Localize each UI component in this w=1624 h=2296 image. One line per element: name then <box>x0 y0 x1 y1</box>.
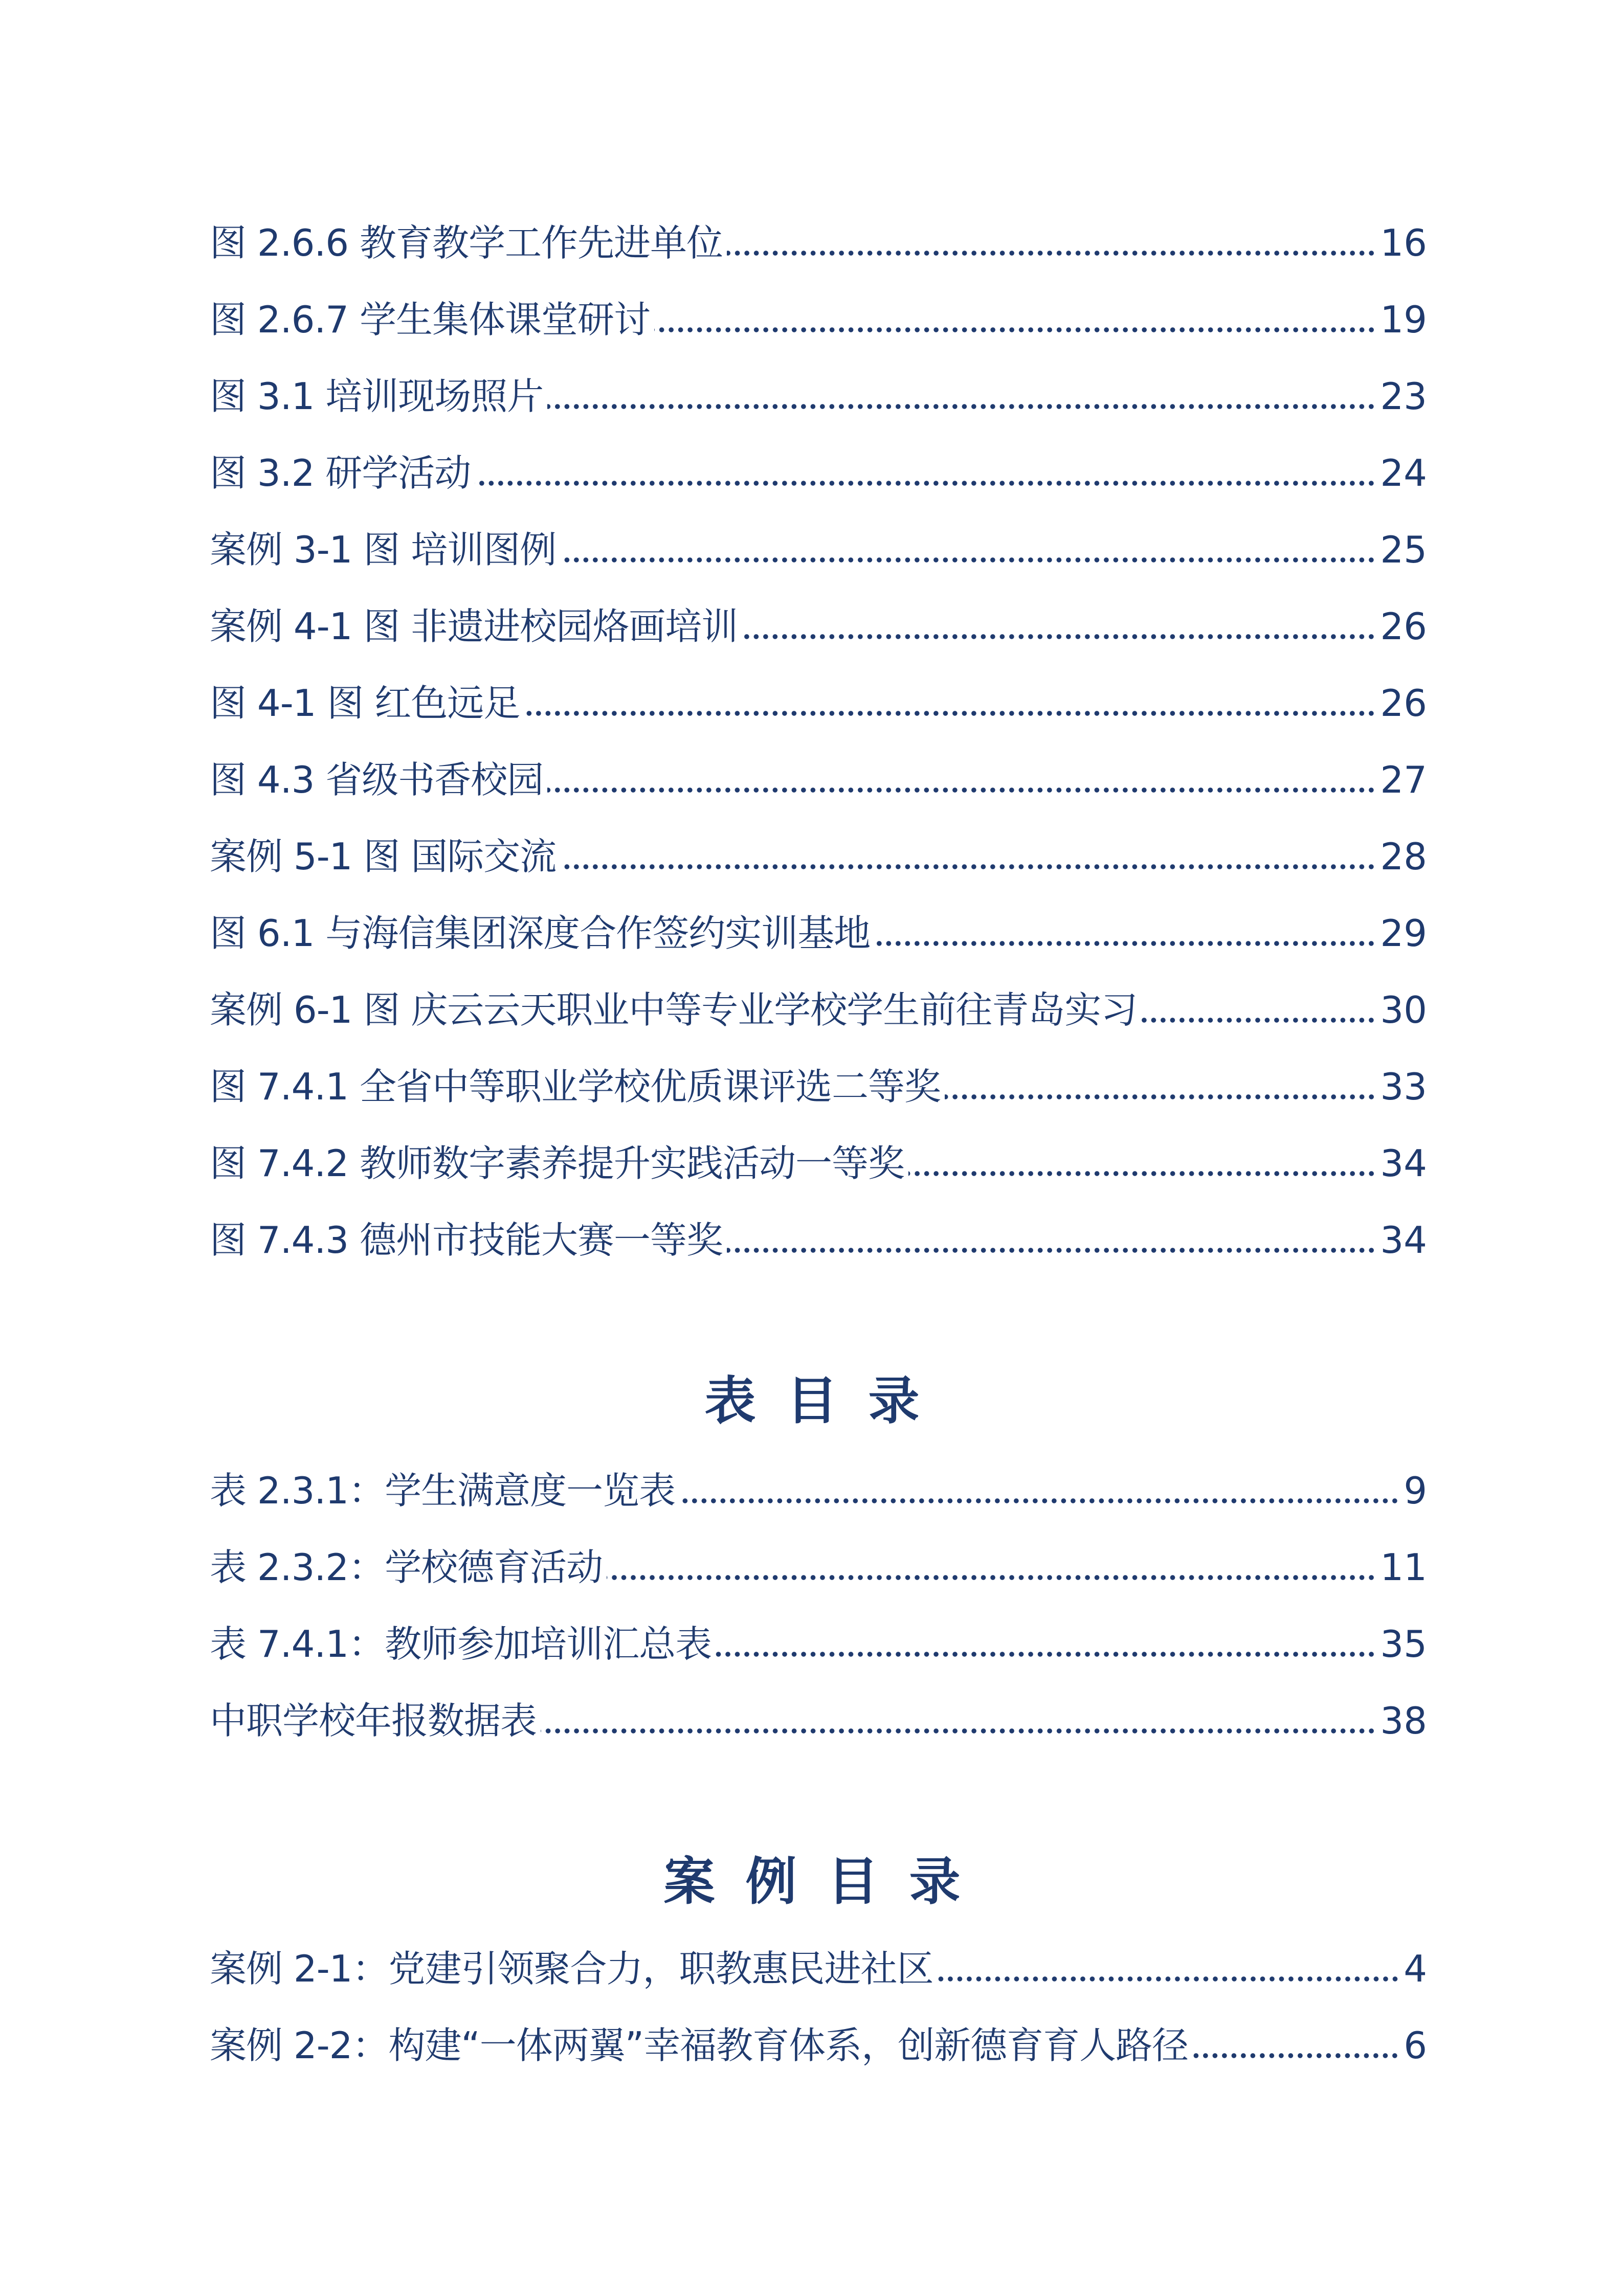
toc-entry-label: 图 6.1 与海信集团深度合作签约实训基地 <box>210 912 871 955</box>
dot-leader <box>560 557 1376 562</box>
toc-entry-figure[interactable] <box>210 1048 1427 1125</box>
toc-entry-figure[interactable] <box>210 1125 1427 1202</box>
toc-entry-figure[interactable] <box>210 435 1427 511</box>
toc-entry-label: 图 4-1 图 红色远足 <box>210 682 520 725</box>
toc-entry-page-number: 33 <box>1380 1065 1427 1108</box>
toc-entry-figure[interactable] <box>210 895 1427 972</box>
toc-entry-label: 案例 2-2：构建“一体两翼”幸福教育体系，创新德育育人路径 <box>210 2024 1189 2067</box>
dot-leader <box>727 251 1376 256</box>
toc-entry-label: 表 7.4.1：教师参加培训汇总表 <box>210 1623 712 1665</box>
toc-entry-label: 案例 6-1 图 庆云云天职业中等专业学校学生前往青岛实习 <box>210 988 1138 1031</box>
dot-leader <box>541 1728 1376 1734</box>
dot-leader <box>938 1976 1400 1982</box>
dot-leader <box>908 1171 1376 1176</box>
case-list <box>210 1930 1427 2084</box>
dot-leader <box>560 864 1376 869</box>
toc-entry-figure[interactable] <box>210 1202 1427 1278</box>
toc-entry-figure[interactable] <box>210 588 1427 665</box>
toc-entry-figure[interactable] <box>210 818 1427 895</box>
toc-entry-page-number: 34 <box>1380 1142 1427 1185</box>
toc-entry-figure[interactable] <box>210 205 1427 281</box>
toc-entry-label: 案例 3-1 图 培训图例 <box>210 528 557 571</box>
toc-entry-page-number: 34 <box>1380 1219 1427 1262</box>
toc-entry-label: 图 2.6.7 学生集体课堂研讨 <box>210 298 650 341</box>
dot-leader <box>1141 1018 1376 1023</box>
toc-entry-label: 案例 5-1 图 国际交流 <box>210 835 557 878</box>
toc-entry-figure[interactable] <box>210 741 1427 818</box>
toc-entry-figure[interactable] <box>210 972 1427 1048</box>
toc-entry-page-number: 19 <box>1380 298 1427 341</box>
dot-leader <box>1192 2053 1399 2058</box>
toc-entry-figure[interactable] <box>210 281 1427 358</box>
dot-leader <box>547 404 1376 409</box>
toc-entry-label: 中职学校年报数据表 <box>210 1699 537 1742</box>
toc-entry-page-number: 9 <box>1404 1469 1427 1512</box>
toc-entry-label: 图 2.6.6 教育教学工作先进单位 <box>210 221 723 264</box>
dot-leader <box>742 634 1376 639</box>
toc-entry-label: 图 4.3 省级书香校园 <box>210 758 544 801</box>
toc-entry-case[interactable] <box>210 2007 1427 2084</box>
dot-leader <box>716 1652 1376 1657</box>
toc-entry-case[interactable] <box>210 1930 1427 2007</box>
toc-entry-page-number: 4 <box>1404 1947 1427 1990</box>
figure-list <box>210 205 1427 1278</box>
toc-entry-page-number: 27 <box>1380 758 1427 801</box>
toc-entry-page-number: 30 <box>1380 988 1427 1031</box>
toc-entry-label: 图 7.4.2 教师数字素养提升实践活动一等奖 <box>210 1142 904 1185</box>
toc-entry-label: 图 3.1 培训现场照片 <box>210 375 544 418</box>
toc-entry-label: 表 2.3.2：学校德育活动 <box>210 1546 603 1589</box>
toc-entry-table[interactable] <box>210 1529 1427 1606</box>
dot-leader <box>524 711 1376 716</box>
toc-entry-page-number: 25 <box>1380 528 1427 571</box>
toc-entry-label: 表 2.3.1：学生满意度一览表 <box>210 1469 676 1512</box>
toc-entry-label: 案例 4-1 图 非遗进校园烙画培训 <box>210 605 738 648</box>
toc-entry-page-number: 26 <box>1380 605 1427 648</box>
toc-entry-table[interactable] <box>210 1452 1427 1529</box>
dot-leader <box>607 1575 1376 1580</box>
dot-leader <box>654 327 1376 332</box>
dot-leader <box>475 481 1376 486</box>
table-list <box>210 1452 1427 1759</box>
toc-entry-label: 图 3.2 研学活动 <box>210 452 471 494</box>
dot-leader <box>945 1094 1376 1099</box>
case-list-heading: 案例目录 <box>663 1852 991 1911</box>
toc-entry-page-number: 11 <box>1380 1546 1427 1589</box>
toc-entry-page-number: 16 <box>1380 221 1427 264</box>
toc-entry-label: 图 7.4.1 全省中等职业学校优质课评选二等奖 <box>210 1065 941 1108</box>
dot-leader <box>679 1498 1399 1503</box>
toc-entry-page-number: 24 <box>1380 452 1427 494</box>
toc-entry-figure[interactable] <box>210 665 1427 741</box>
toc-entry-figure[interactable] <box>210 358 1427 435</box>
dot-leader <box>547 787 1376 793</box>
toc-entry-page-number: 26 <box>1380 682 1427 725</box>
toc-entry-page-number: 28 <box>1380 835 1427 878</box>
toc-entry-label: 图 7.4.3 德州市技能大赛一等奖 <box>210 1219 723 1262</box>
dot-leader <box>727 1248 1376 1253</box>
toc-entry-figure[interactable] <box>210 511 1427 588</box>
toc-entry-page-number: 29 <box>1380 912 1427 955</box>
toc-entry-page-number: 38 <box>1380 1699 1427 1742</box>
toc-entry-page-number: 23 <box>1380 375 1427 418</box>
toc-entry-table[interactable] <box>210 1682 1427 1759</box>
toc-entry-label: 案例 2-1：党建引领聚合力，职教惠民进社区 <box>210 1947 933 1990</box>
toc-entry-page-number: 35 <box>1380 1623 1427 1665</box>
dot-leader <box>874 941 1376 946</box>
toc-entry-table[interactable] <box>210 1606 1427 1682</box>
table-list-heading: 表目录 <box>704 1371 950 1431</box>
toc-entry-page-number: 6 <box>1404 2024 1427 2067</box>
